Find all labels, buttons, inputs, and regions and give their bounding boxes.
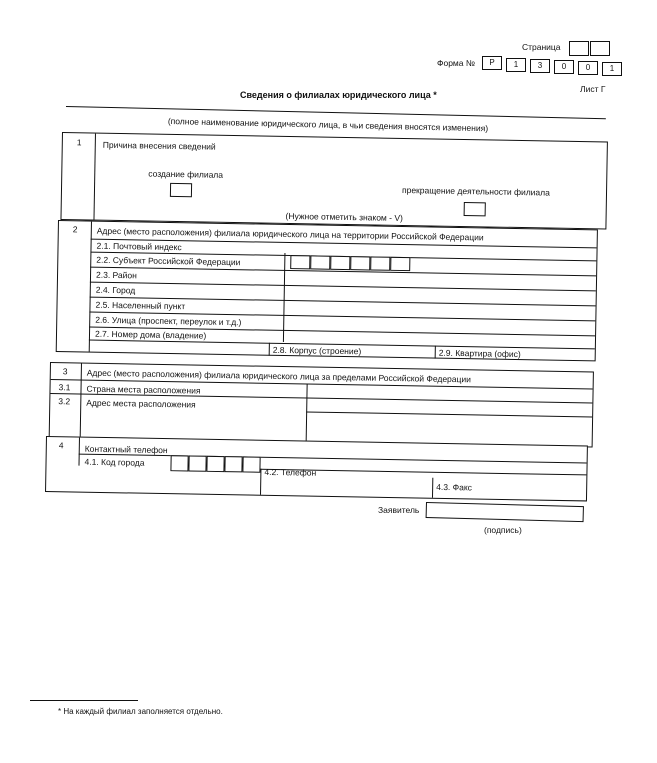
form-number-cell: 1 <box>506 58 526 72</box>
postal-index-cell[interactable] <box>330 256 350 270</box>
city-code-cell[interactable] <box>170 455 188 471</box>
postal-index-cell[interactable] <box>350 256 370 270</box>
form-number-cell: Р <box>482 56 502 70</box>
page-number-cell-1[interactable] <box>569 41 589 56</box>
postal-index-cell[interactable] <box>370 256 390 270</box>
postal-index-cell[interactable] <box>290 255 310 269</box>
applicant-label: Заявитель <box>378 505 420 515</box>
section3-title: Адрес (место расположения) филиала юридического лица за пределами Российской Федерации <box>86 367 472 385</box>
street-label: 2.6. Улица (проспект, переулок и т.д.) <box>95 314 242 328</box>
section2-box <box>56 220 598 361</box>
postal-index-cell[interactable] <box>390 257 410 271</box>
city-code-label: 4.1. Код города <box>84 456 145 468</box>
city-code-cell[interactable] <box>188 455 206 471</box>
form-number-cell: 1 <box>602 62 622 76</box>
section4-box <box>45 436 588 501</box>
footnote: * На каждый филиал заполняется отдельно. <box>58 707 223 716</box>
locality-label: 2.5. Населенный пункт <box>95 299 186 312</box>
section1-number: 1 <box>76 137 82 148</box>
city-label: 2.4. Город <box>95 284 136 296</box>
section3-row1-number: 3.1 <box>58 382 71 393</box>
section4-number: 4 <box>58 440 64 451</box>
option-stop-label: прекращение деятельности филиала <box>401 184 550 198</box>
subject-label: 2.2. Субъект Российской Федерации <box>96 254 241 268</box>
form-title: Сведения о филиалах юридического лица * <box>240 90 437 100</box>
footnote-divider <box>30 700 138 701</box>
option-stop-checkbox[interactable] <box>464 202 486 216</box>
section2-title: Адрес (место расположения) филиала юридического лица на территории Российской Федерации <box>96 225 484 243</box>
section3-row2-number: 3.2 <box>58 396 71 407</box>
postal-index-label: 2.1. Почтовый индекс <box>96 240 182 253</box>
section3-number: 3 <box>62 366 68 377</box>
form-number-cell: 0 <box>554 60 574 74</box>
form-number-cell: 0 <box>578 61 598 75</box>
section2-number: 2 <box>72 224 78 235</box>
district-label: 2.3. Район <box>95 269 137 281</box>
phone-label: 4.2. Телефон <box>264 466 317 478</box>
signature-caption: (подпись) <box>484 525 522 535</box>
section4-title: Контактный телефон <box>84 443 168 456</box>
form-label: Форма № <box>437 58 475 68</box>
signature-field[interactable] <box>426 502 584 522</box>
foreign-address-label: Адрес места расположения <box>86 397 196 410</box>
city-code-cell[interactable] <box>224 456 242 472</box>
option-create-label: создание филиала <box>148 168 224 180</box>
house-label: 2.7. Номер дома (владение) <box>94 328 207 341</box>
section3-box <box>49 362 594 447</box>
page-number-cell-2[interactable] <box>590 41 610 56</box>
section1-note: (Нужное отметить знаком - V) <box>285 210 403 223</box>
country-label: Страна места расположения <box>86 383 201 396</box>
form-number-cell: 3 <box>530 59 550 73</box>
section1-title: Причина внесения сведений <box>102 139 216 152</box>
city-code-cell[interactable] <box>242 456 260 472</box>
page-label: Страница <box>522 42 561 52</box>
org-name-line[interactable] <box>66 106 606 119</box>
postal-index-cell[interactable] <box>310 255 330 269</box>
city-code-cell[interactable] <box>206 456 224 472</box>
section1-box <box>60 132 607 230</box>
sheet-label: Лист Г <box>580 84 606 94</box>
apartment-label: 2.9. Квартира (офис) <box>438 347 521 360</box>
org-name-caption: (полное наименование юридического лица, в чьи сведения вносятся изменения) <box>167 116 489 134</box>
building-label: 2.8. Корпус (строение) <box>272 344 362 357</box>
fax-label: 4.3. Факс <box>436 481 473 493</box>
option-create-checkbox[interactable] <box>170 183 192 197</box>
